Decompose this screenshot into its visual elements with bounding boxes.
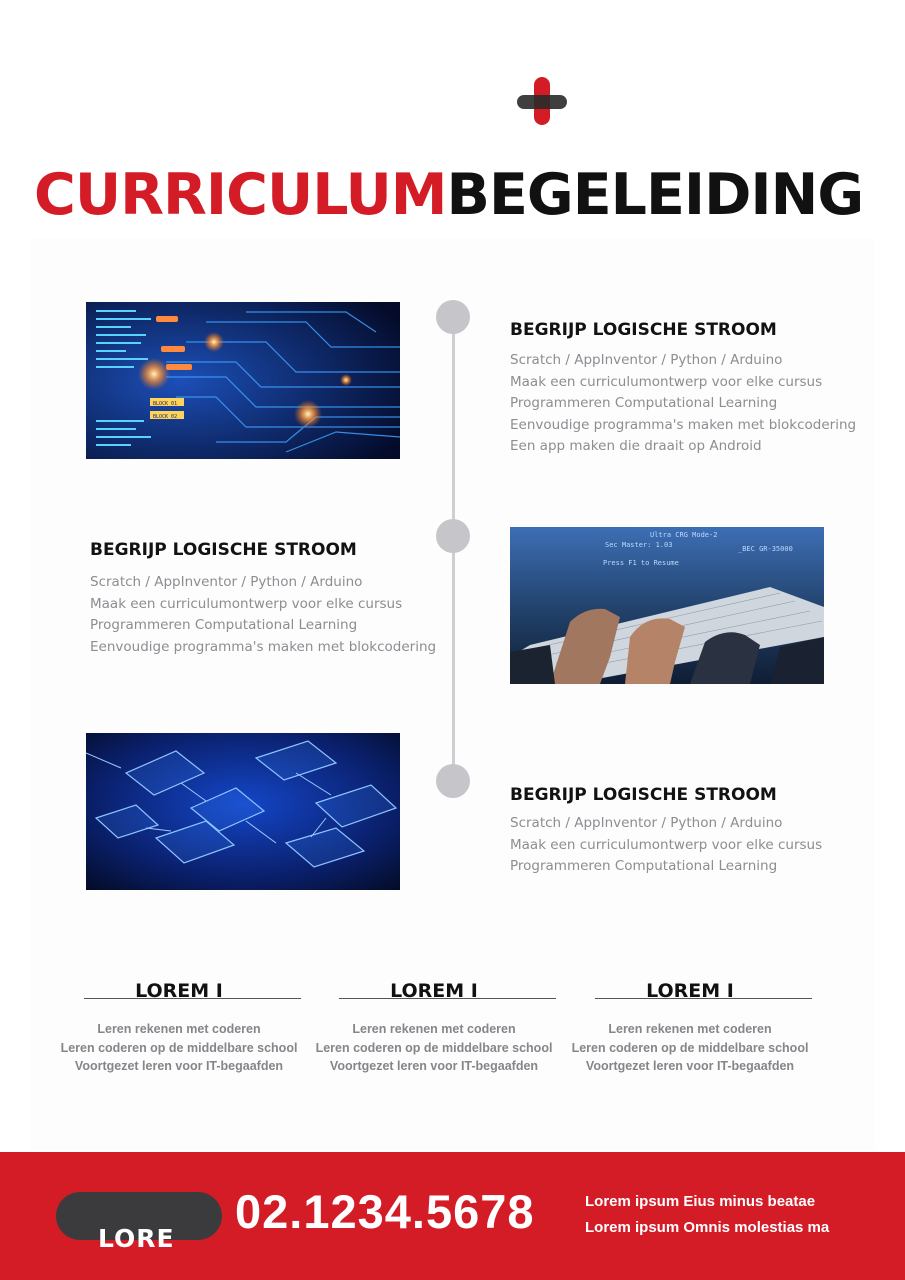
page-title (34, 160, 879, 230)
list-item: Eenvoudige programma's maken met blokcodering (510, 416, 857, 433)
info-column (309, 978, 559, 1076)
timeline-dot (436, 764, 470, 798)
list-item: Voortgezet leren voor IT-begaafden (74, 1059, 284, 1073)
list-item: Eenvoudige programma's maken met blokcodering (90, 638, 437, 655)
title-part-red: CURRICULUM (34, 162, 447, 228)
list-item: Voortgezet leren voor IT-begaafden (329, 1059, 539, 1073)
footer-pill-label: LORE (98, 1224, 175, 1253)
list-item: Leren rekenen met coderen (352, 1022, 516, 1036)
title-part-black: BEGELEIDING (446, 162, 864, 228)
column-heading: LOREM I (646, 980, 734, 1002)
block-label: BLOCK 01 (153, 401, 178, 407)
list-item: Voortgezet leren voor IT-begaafden (585, 1059, 795, 1073)
footer-note: Lorem ipsum Eius minus beatae (585, 1193, 816, 1210)
screen-text: Press F1 to Resume (603, 559, 679, 567)
keyboard-typing-image (510, 527, 824, 684)
circuit-code-image (86, 302, 400, 459)
list-item: Programmeren Computational Learning (90, 617, 358, 633)
timeline-dot (436, 300, 470, 334)
timeline-dot (436, 519, 470, 553)
section-list (510, 350, 856, 458)
footer-note: Lorem ipsum Omnis molestias ma (585, 1219, 830, 1236)
info-column (565, 978, 815, 1076)
screen-text: Sec Master: 1.03 (605, 541, 673, 549)
list-item: Maak een curriculumontwerp voor elke cursus (90, 595, 403, 612)
list-item: Leren rekenen met coderen (97, 1022, 261, 1036)
list-item: Maak een curriculumontwerp voor elke cursus (510, 836, 823, 853)
section-list (90, 572, 436, 658)
list-item: Scratch / AppInventor / Python / Arduino (510, 815, 783, 831)
column-heading: LOREM I (390, 980, 478, 1002)
list-item: Maak een curriculumontwerp voor elke cursus (510, 373, 823, 390)
screen-text: _BEC GR-35000 (738, 545, 793, 553)
phone-number[interactable]: 02.1234.5678 (235, 1185, 535, 1238)
list-item: Programmeren Computational Learning (510, 858, 778, 874)
list-item: Leren coderen op de middelbare school (315, 1040, 553, 1055)
screen-text: Ultra CRG Mode-2 (650, 531, 718, 539)
flowchart-image (86, 733, 400, 890)
section-list (510, 813, 822, 878)
list-item: Programmeren Computational Learning (510, 395, 778, 411)
section-heading: BEGRIJP LOGISCHE STROOM (90, 540, 357, 560)
list-item: Leren coderen op de middelbare school (571, 1040, 809, 1055)
column-list (54, 1020, 304, 1076)
list-item: Leren rekenen met coderen (608, 1022, 772, 1036)
list-item: Scratch / AppInventor / Python / Arduino (90, 574, 363, 590)
list-item: Scratch / AppInventor / Python / Arduino (510, 352, 783, 368)
info-column (54, 978, 304, 1076)
column-list (565, 1020, 815, 1076)
column-list (309, 1020, 559, 1076)
column-heading: LOREM I (135, 980, 223, 1002)
section-heading: BEGRIJP LOGISCHE STROOM (510, 320, 777, 340)
section-heading: BEGRIJP LOGISCHE STROOM (510, 785, 777, 805)
block-label: BLOCK 02 (153, 414, 178, 420)
list-item: Leren coderen op de middelbare school (60, 1040, 298, 1055)
list-item: Een app maken die draait op Android (510, 438, 762, 454)
plus-logo-icon (517, 77, 567, 127)
